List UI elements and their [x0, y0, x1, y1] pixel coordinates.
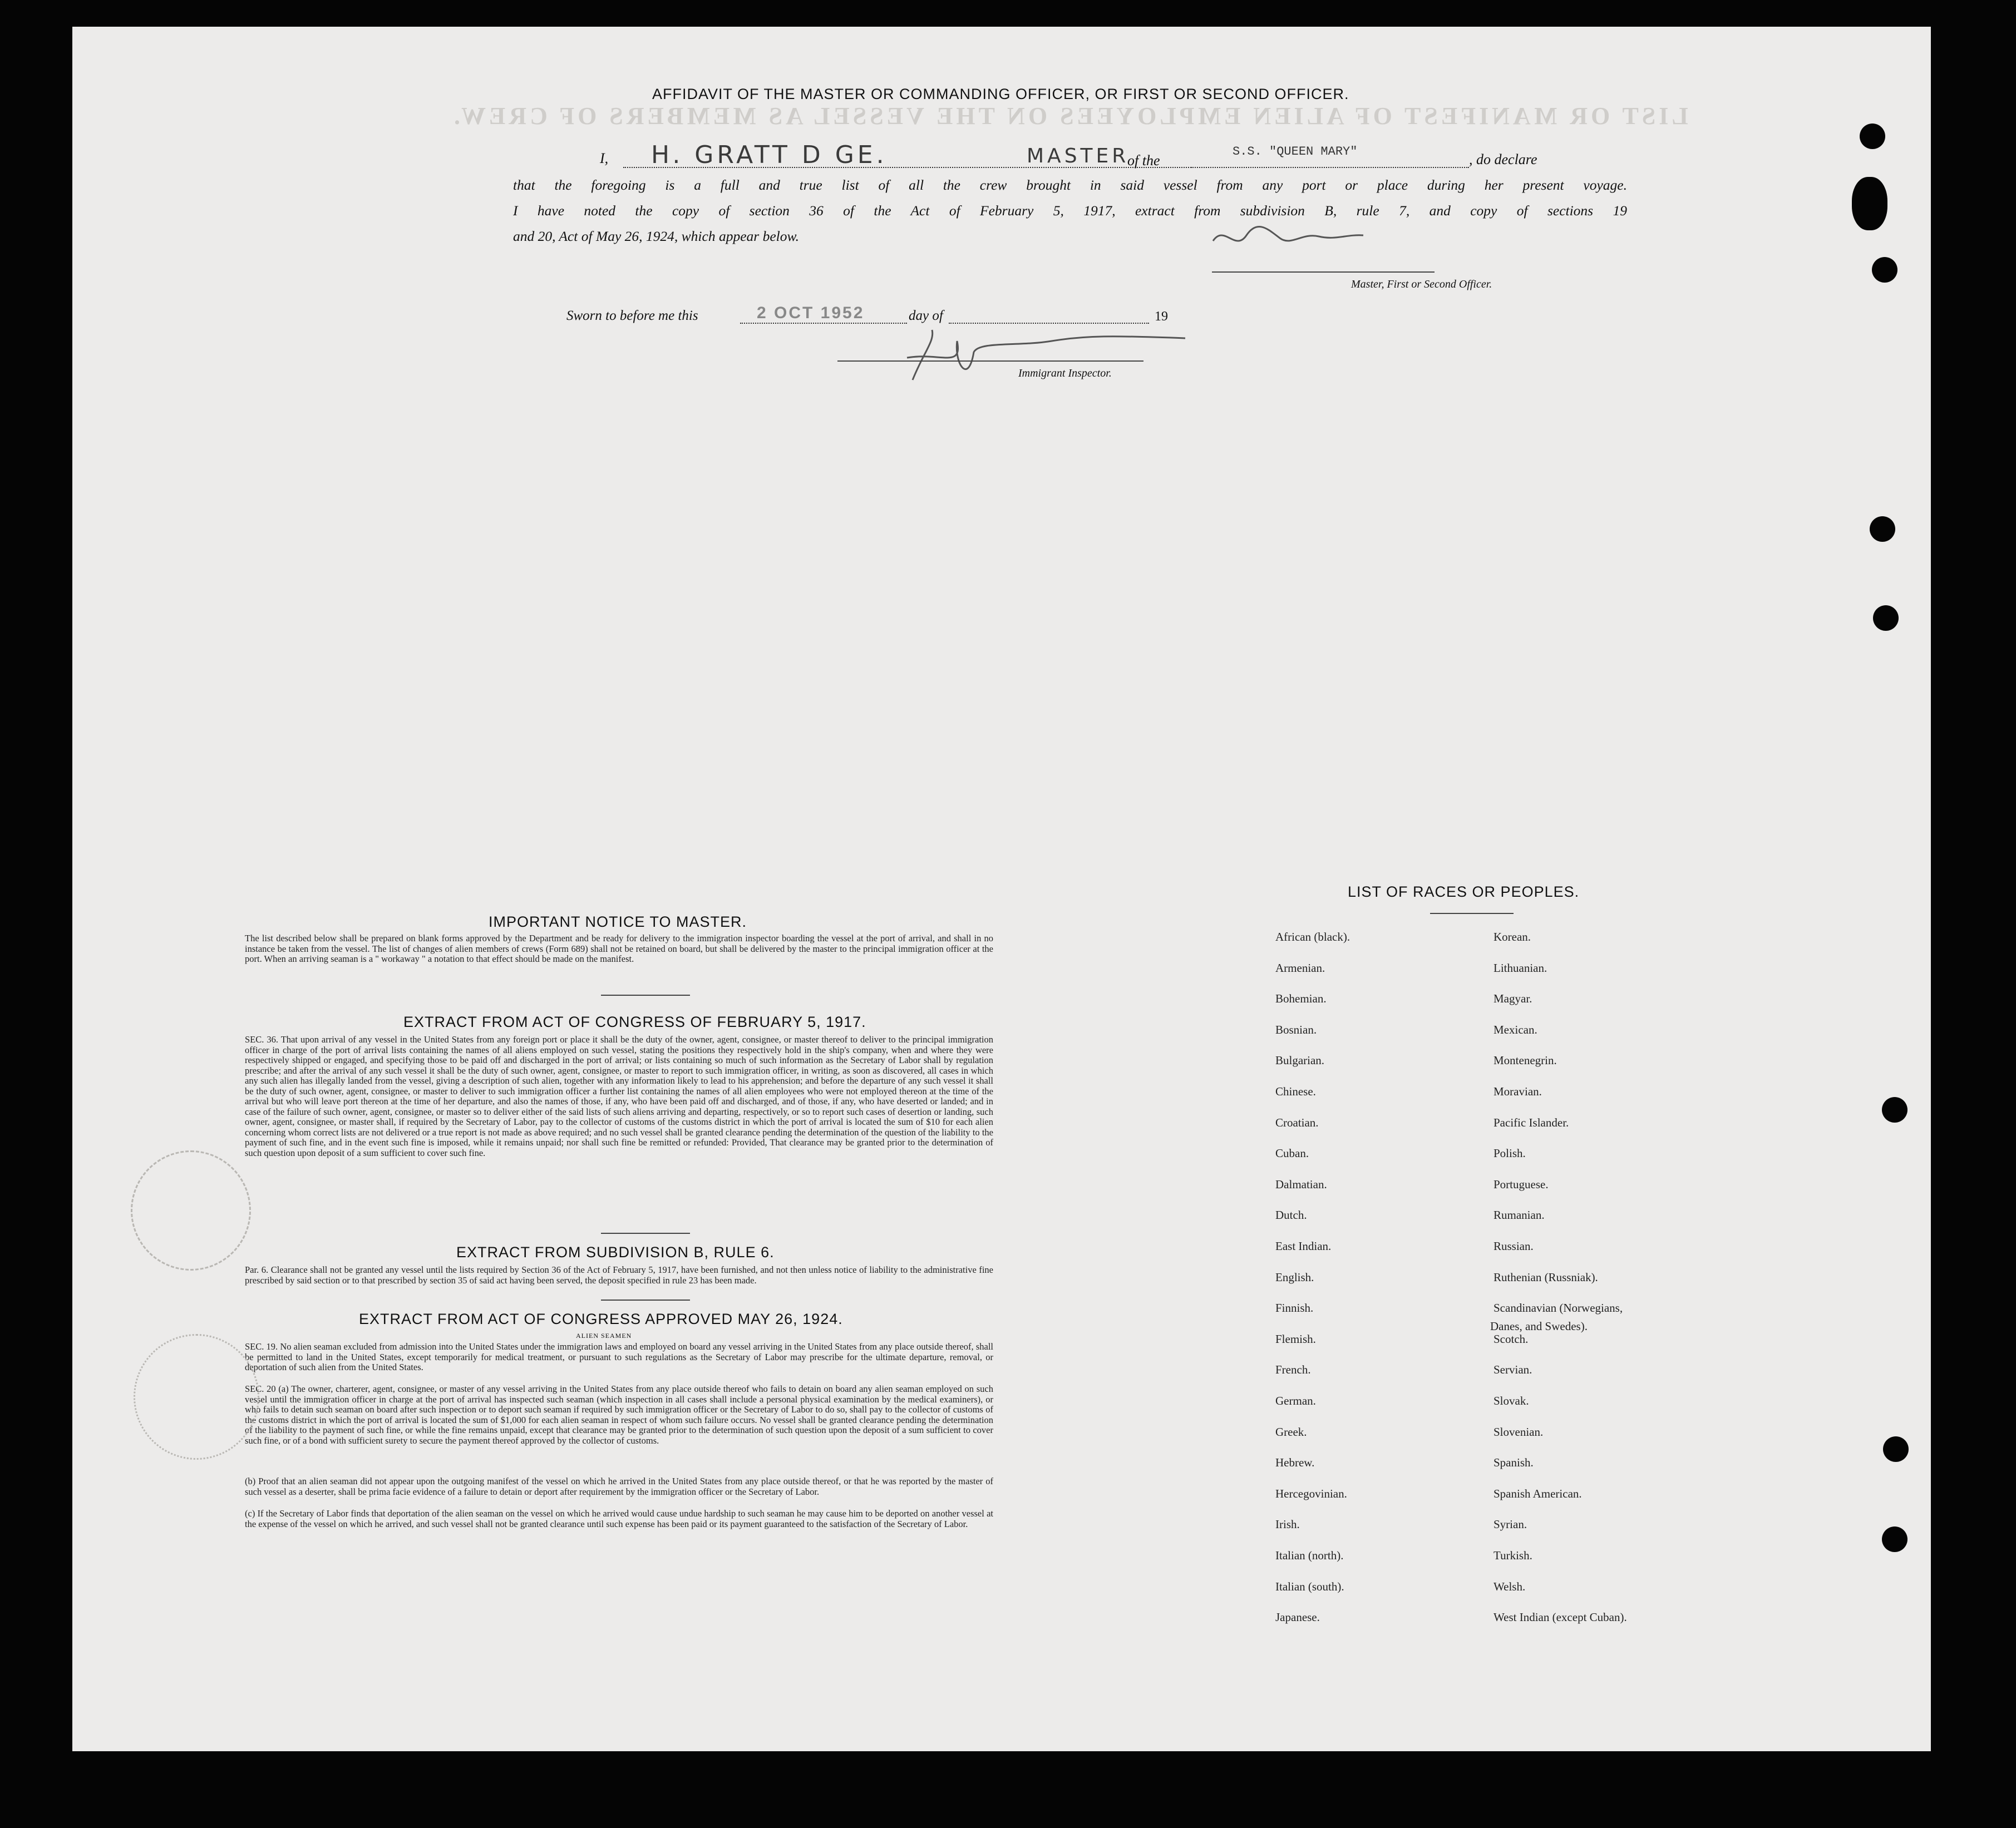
extract-rule6-title: EXTRACT FROM SUBDIVISION B, RULE 6.: [456, 1244, 775, 1261]
race-item: Dalmatian.: [1275, 1177, 1327, 1191]
master-signature: [1207, 219, 1374, 258]
race-item: Scandinavian (Norwegians,: [1493, 1301, 1623, 1315]
affidavit-line-2: that the foregoing is a full and true list of all the crew brought in said vessel from any port or place during her present voyage.: [513, 177, 1627, 193]
race-item: Chinese.: [1275, 1085, 1316, 1098]
inspector-label: Immigrant Inspector.: [1018, 367, 1112, 379]
race-item: Spanish.: [1493, 1456, 1534, 1470]
race-item: Magyar.: [1493, 992, 1532, 1006]
sworn-label: Sworn to before me this: [566, 308, 698, 323]
punch-hole: [1882, 1097, 1907, 1123]
seal-impression: [134, 1334, 259, 1460]
divider: [601, 995, 690, 996]
race-item: Danes, and Swedes).: [1490, 1320, 1588, 1333]
race-item: Japanese.: [1275, 1610, 1320, 1624]
sec20a-body: SEC. 20 (a) The owner, charterer, agent, consignee, or master of any vessel arriving in the United States from any place outside thereof who fails to detain on board any alien seaman employed on such vessel until the immigration officer in charge at the port of arrival has inspected such seaman (which inspection in all cases shall include a personal physical examination by the medical examiners), or who fails to detain such seaman on board after such inspection or to deport such seaman if required by such immigration officer or the Secretary of Labor to do so, shall pay to the collector of customs of the customs district in which the port of arrival is located the sum of $1,000 for each alien seaman in respect of whom such failure occurs. No vessel shall be granted clearance pending the determination of the liability to the payment of such fine, or while the fine remains unpaid, except that clearance may be granted prior to the determination of such question upon the deposit of a sum sufficient to cover such fine, or of a bond with sufficient surety to secure the payment thereof approved by the collector of customs.: [245, 1384, 993, 1446]
race-item: Slovenian.: [1493, 1425, 1544, 1439]
year-prefix: 19: [1155, 309, 1168, 324]
race-item: German.: [1275, 1394, 1316, 1407]
divider: [601, 1300, 690, 1301]
punch-hole: [1883, 1436, 1909, 1462]
extract-1924-title: EXTRACT FROM ACT OF CONGRESS APPROVED MAY 26, 1924.: [359, 1311, 843, 1327]
race-item: Korean.: [1493, 930, 1531, 943]
race-item: Dutch.: [1275, 1208, 1307, 1222]
punch-hole: [1872, 257, 1897, 283]
extract-1917-title: EXTRACT FROM ACT OF CONGRESS OF FEBRUARY 5, 1917.: [403, 1014, 866, 1030]
race-item: Pacific Islander.: [1493, 1115, 1569, 1129]
inspector-signature: [874, 319, 1207, 397]
affidavit-of-the: of the: [1127, 152, 1160, 169]
race-item: Russian.: [1493, 1239, 1534, 1253]
affidavit-line-4: and 20, Act of May 26, 1924, which appear below.: [513, 228, 799, 244]
punch-hole: [1852, 177, 1887, 230]
vessel-line: [1191, 167, 1469, 168]
race-item: Welsh.: [1493, 1579, 1526, 1593]
race-item: Finnish.: [1275, 1301, 1314, 1315]
race-item: Scotch.: [1493, 1332, 1529, 1346]
race-item: English.: [1275, 1270, 1314, 1284]
alien-seamen-subtitle: ALIEN SEAMEN: [576, 1332, 632, 1340]
races-title: LIST OF RACES OR PEOPLES.: [1348, 883, 1580, 900]
punch-hole: [1873, 605, 1899, 631]
race-item: African (black).: [1275, 930, 1350, 943]
race-item: Lithuanian.: [1493, 961, 1547, 975]
race-item: French.: [1275, 1363, 1311, 1377]
inspector-line: [837, 360, 1143, 362]
extract-rule6-body: Par. 6. Clearance shall not be granted any vessel until the lists required by Section 36 of the Act of February 5, 1917, have been furnished, and not then unless notice of liability to the administrative fine prescribed by said section or to that prescribed by section 35 of said act having been served, the deposit specified in rule 23 has been made.: [245, 1264, 993, 1286]
race-item: Moravian.: [1493, 1085, 1542, 1098]
notice-title: IMPORTANT NOTICE TO MASTER.: [489, 913, 747, 930]
race-item: Servian.: [1493, 1363, 1532, 1377]
rank-handwritten: MASTER: [1027, 145, 1130, 167]
extract-1917-body: SEC. 36. That upon arrival of any vessel in the United States from any foreign port or place it shall be the duty of the owner, agent, consignee, or master thereof to deliver to the principal immigration officer in charge of the port of arrival lists containing the names of all aliens employed on such vessel, stating the positions they respectively hold in the ship's company, when and where they were respectively shipped or engaged, and specifying those to be paid off and discharged in the port of arrival; or lists containing so much of such information as the Secretary of Labor shall by regulation prescribe; and after the arrival of any such vessel it shall be the duty of such owner, agent, consignee, or master to report to such immigration officer, in writing, as soon as discovered, all cases in which any such alien has illegally landed from the vessel, giving a description of such alien, together with any information likely to lead to his apprehension; and before the departure of any such vessel it shall be the duty of such owner, agent, consignee, or master to deliver to such immigration officer a further list containing the names of all alien employees who were not employed thereon at the time of the arrival but who will leave port thereon at the time of her departure, and also the names of those, if any, who have been paid off and discharged, and of those, if any, who have deserted or landed; and in case of the failure of such owner, agent, consignee, or master so to deliver either of the said lists of such aliens arriving and departing, respectively, or so to report such cases of desertion or landing, such owner, agent, consignee, or master shall, if required by the Secretary of Labor, pay to the collector of customs of the customs district in which the port of arrival is located the sum of $10 for each alien concerning whom correct lists are not delivered or a true report is not made as above required; and no such vessel shall be granted clearance pending the determination of the question of the liability to the payment of such fine, and in the event such fine is imposed, while it remains unpaid; nor shall such fine be remitted or refunded: Provided, That clearance may be granted prior to the determination of such question upon deposit of a sum sufficient to cover such fine.: [245, 1034, 993, 1158]
race-item: Hebrew.: [1275, 1456, 1315, 1470]
race-item: Irish.: [1275, 1518, 1300, 1531]
manifest-page: [72, 27, 1931, 1751]
divider: [1430, 913, 1514, 914]
race-item: Cuban.: [1275, 1147, 1309, 1160]
sworn-date-stamp: 2 OCT 1952: [757, 304, 865, 322]
day-of-label: day of: [909, 308, 943, 323]
signature-line: [1212, 271, 1435, 273]
race-item: Ruthenian (Russniak).: [1493, 1270, 1598, 1284]
race-item: Bohemian.: [1275, 992, 1327, 1006]
master-name-handwritten: H. GRATT D GE.: [651, 141, 888, 169]
sec20b-body: (b) Proof that an alien seaman did not appear upon the outgoing manifest of the vessel on which he arrived in the United States from any place outside thereof, or that he was reported by the master of such vessel as a deserter, shall be prima facie evidence of a failure to detain or deport after requirement by the immigration officer or the Secretary of Labor.: [245, 1476, 993, 1497]
sec19-body: SEC. 19. No alien seaman excluded from admission into the United States under the immigration laws and employed on board any vessel arriving in the United States from any place outside thereof, shall be permitted to land in the United States, except temporarily for medical treatment, or pursuant to such regulations as the Secretary of Labor may prescribe for the ultimate departure, removal, or deportation of such alien from the United States.: [245, 1341, 993, 1372]
race-item: Flemish.: [1275, 1332, 1316, 1346]
race-item: Hercegovinian.: [1275, 1486, 1347, 1500]
race-item: Armenian.: [1275, 961, 1325, 975]
affidavit-title: AFFIDAVIT OF THE MASTER OR COMMANDING OFFICER, OR FIRST OR SECOND OFFICER.: [652, 86, 1349, 102]
race-item: West Indian (except Cuban).: [1493, 1610, 1627, 1624]
race-item: East Indian.: [1275, 1239, 1332, 1253]
race-item: Slovak.: [1493, 1394, 1529, 1407]
race-item: Italian (south).: [1275, 1579, 1344, 1593]
affidavit-line-3: I have noted the copy of section 36 of the Act of February 5, 1917, extract from subdivision B, rule 7, and copy of sections 19: [513, 202, 1627, 219]
race-item: Spanish American.: [1493, 1486, 1582, 1500]
race-item: Portuguese.: [1493, 1177, 1549, 1191]
race-item: Croatian.: [1275, 1115, 1319, 1129]
punch-hole: [1870, 516, 1895, 542]
race-item: Italian (north).: [1275, 1549, 1344, 1562]
race-item: Turkish.: [1493, 1549, 1532, 1562]
divider: [601, 1233, 690, 1234]
sec20c-body: (c) If the Secretary of Labor finds that deportation of the alien seaman on the vessel on which he arrived would cause undue hardship to such seaman he may cause him to be deported on another vessel at the expense of the vessel on which he arrived, and such vessel shall not be granted clearance until such expense has been paid or its payment guaranteed to the satisfaction of the Secretary of Labor.: [245, 1508, 993, 1529]
race-item: Bulgarian.: [1275, 1054, 1325, 1068]
race-item: Rumanian.: [1493, 1208, 1545, 1222]
seal-impression: [131, 1150, 251, 1271]
punch-hole: [1860, 123, 1885, 149]
affidavit-do-declare: , do declare: [1469, 151, 1537, 167]
race-item: Polish.: [1493, 1147, 1526, 1160]
race-item: Mexican.: [1493, 1022, 1537, 1036]
affidavit-i-label: I,: [600, 150, 609, 166]
race-item: Syrian.: [1493, 1518, 1527, 1531]
vessel-name-typed: S.S. "QUEEN MARY": [1233, 145, 1358, 159]
race-item: Montenegrin.: [1493, 1054, 1557, 1068]
bleed-through-text: LIST OR MANIFEST OF ALIEN EMPLOYEES ON THE VESSEL AS MEMBERS OF CREW.: [451, 102, 1688, 130]
notice-body: The list described below shall be prepared on blank forms approved by the Department and be ready for delivery to the immigration inspector boarding the vessel at the port of arrival, and shall in no instance be taken from the vessel. The list of changes of alien members of crews (Form 689) shall not be retained on board, but shall be delivered by the master to the principal immigration officer at the port. When an arriving seaman is a " workaway " a notation to that effect should be made on the manifest.: [245, 933, 993, 964]
signature-label: Master, First or Second Officer.: [1351, 278, 1492, 290]
race-item: Greek.: [1275, 1425, 1307, 1439]
race-item: Bosnian.: [1275, 1022, 1317, 1036]
punch-hole: [1882, 1526, 1907, 1552]
